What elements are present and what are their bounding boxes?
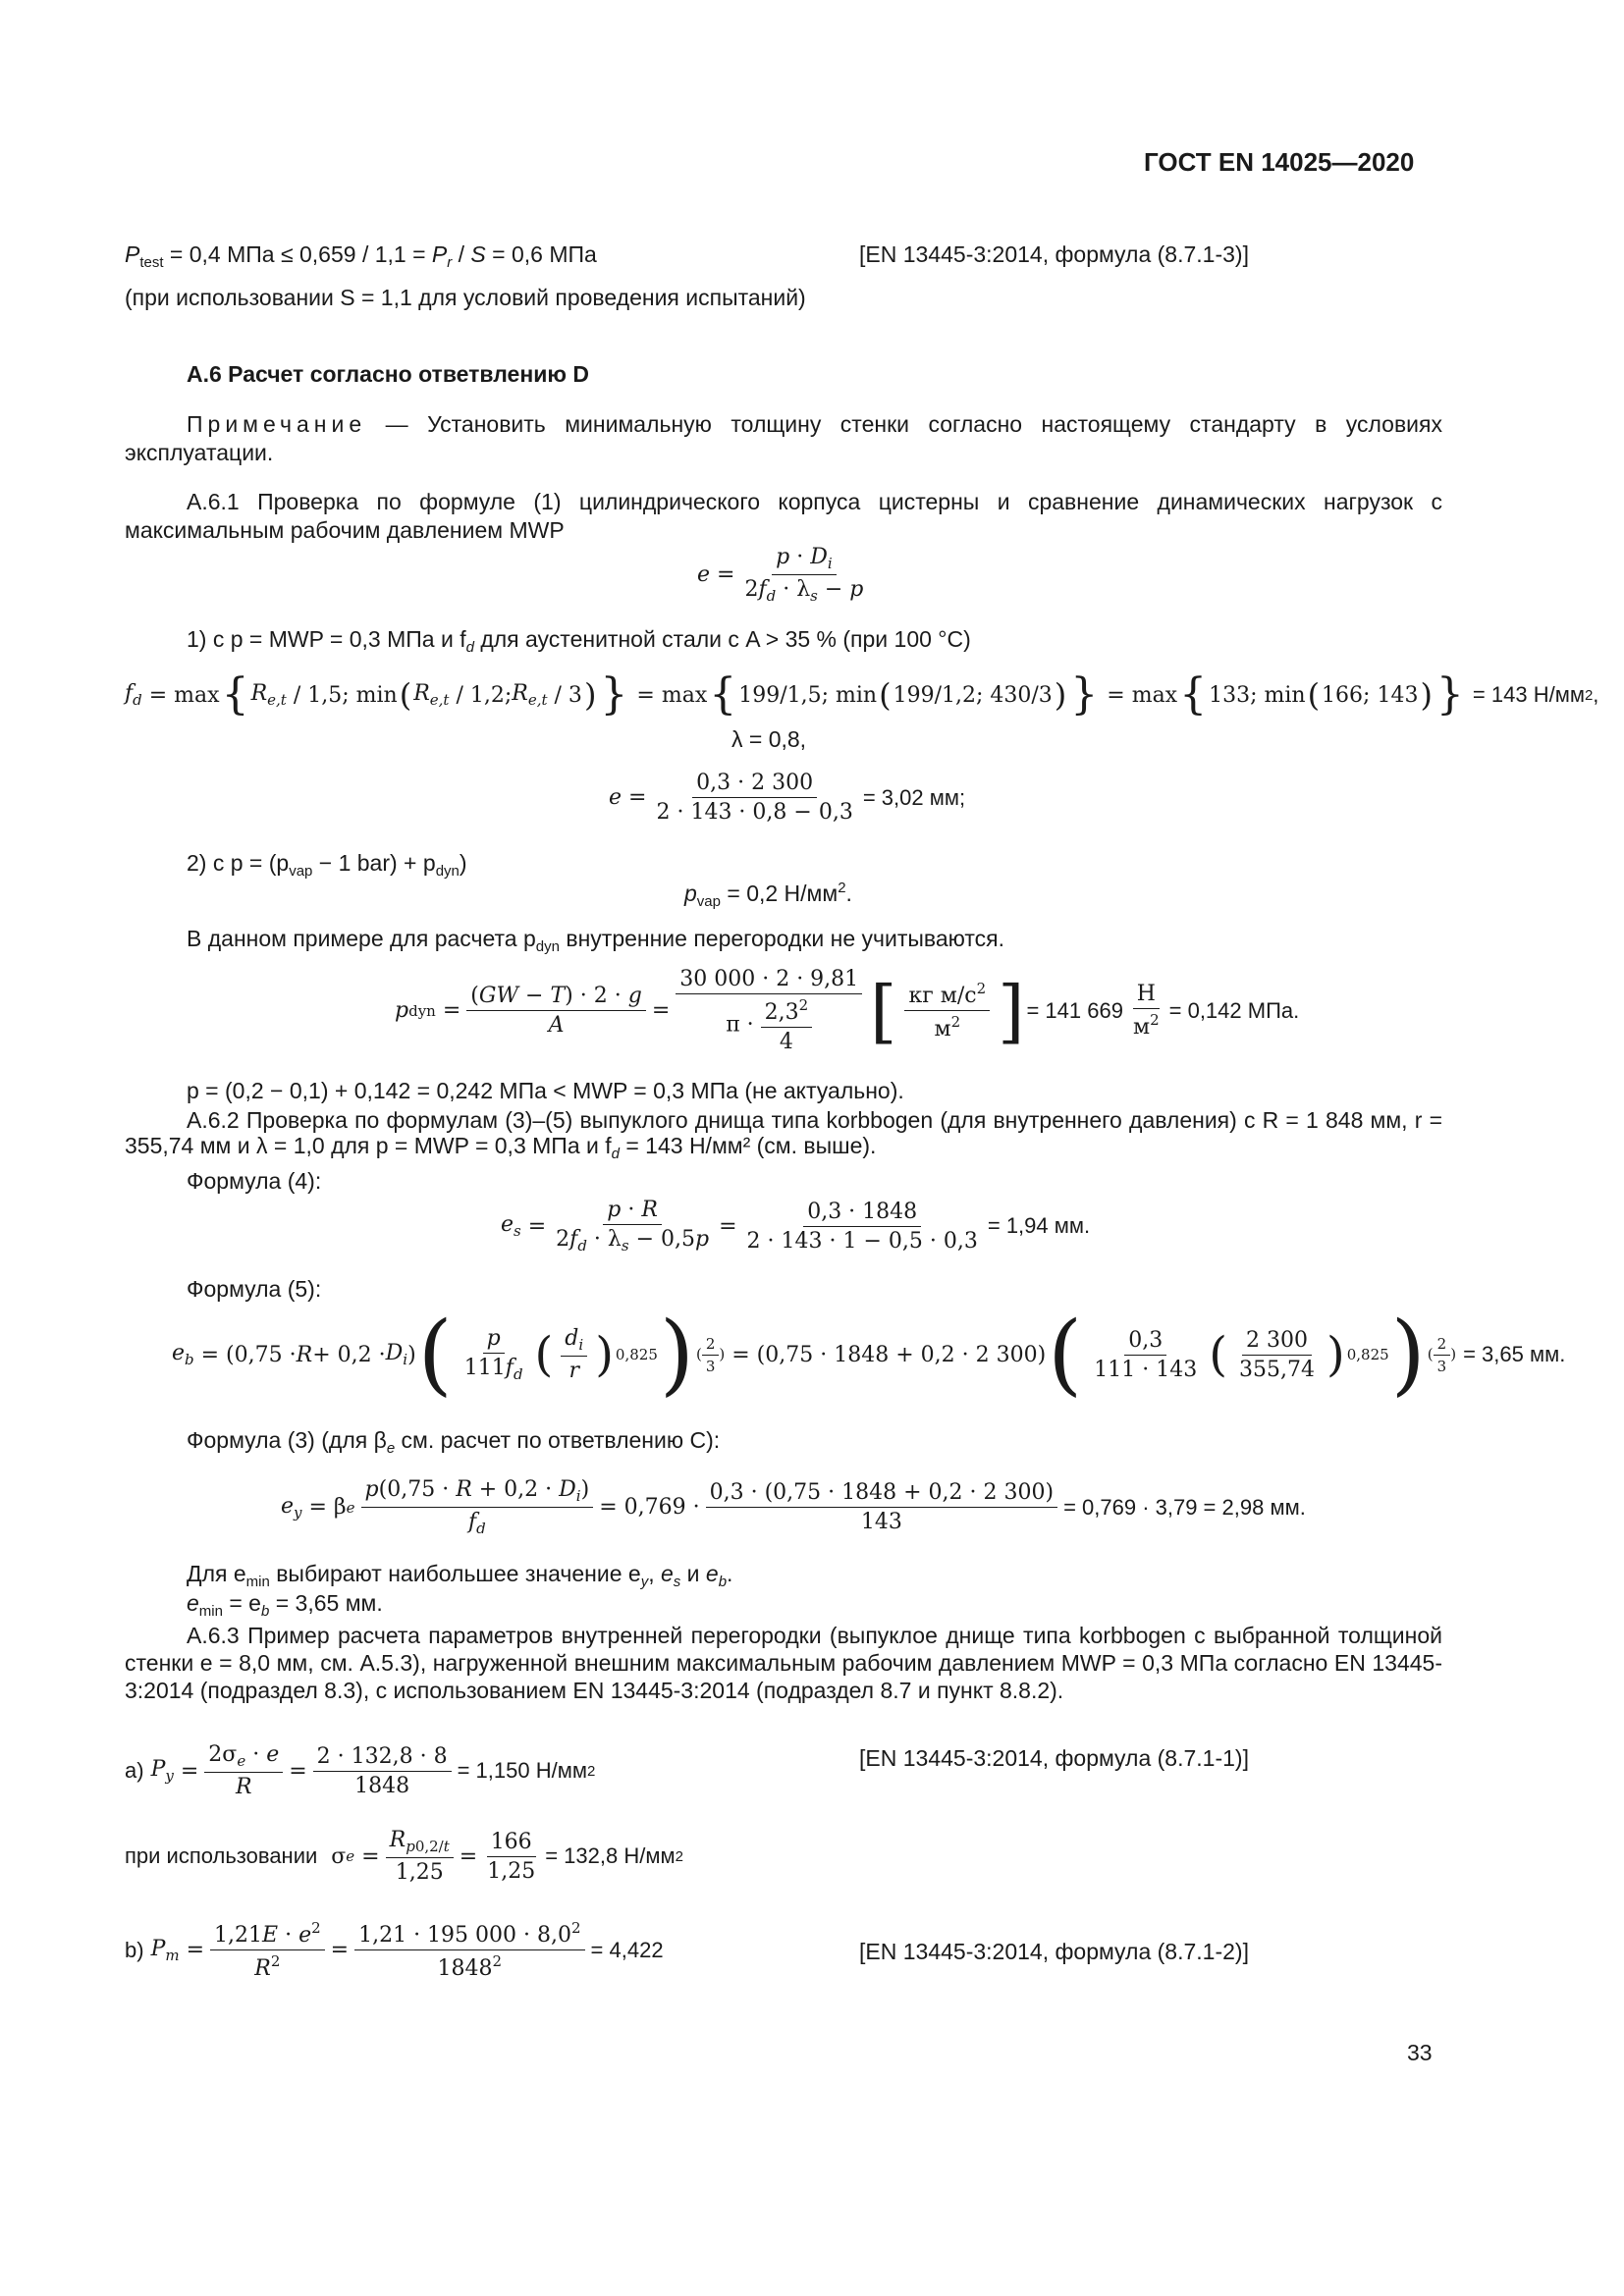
emin-selection: Для $e_{min}$ выбирают наибольшее значение $e_y$, $e_s$ и $e_b$.	[187, 1561, 733, 1590]
formula-e-general: e = $\frac{p \cdot D_i}{2f_d \cdot \lambda_s - p}$	[697, 545, 864, 605]
formula-pdyn: p dyn = $\frac{(GW - T) \cdot 2 \cdot g}{A}$ = 30 000 · 2 · 9,81 π · $\frac{2,3^2}{4}$ [ $\frac{кг м/с^2}{м^2}$ ] = 141 669 $\frac{Н}{м^2}$ = 0,142 МПа.	[395, 967, 1300, 1054]
formula-3-label: Формула (3) (для $\beta_e$ см. расчет по ответвлению С):	[187, 1427, 721, 1457]
formula-sigma: при использовании σ e = $\frac{R_{p0,2/t}}{1,25}$ = $\frac{166}{1,25}$ = 132,8 Н/мм 2	[125, 1828, 683, 1885]
note-label: Примечание	[187, 411, 367, 437]
document-header: ГОСТ EN 14025—2020	[1144, 147, 1415, 177]
ptest-line: $P_{test} = 0,4$ МПа ≤ $0,659 / 1,1 = P_r / S = 0,6$ МПа	[125, 241, 597, 271]
formula-fd: $f_d$ = max { $R_{e,t}$ / 1,5; min ( $R_{e,t}$ / 1,2; $R_{e,t}$ / 3 ) } = max { 199/1,5; min ( 199/1,2; 430/3 ) } = max { 133; min ( 166; 143 ) } = 143 Н/мм 2 ,	[125, 669, 1599, 720]
pvap-value: $p_{vap} = 0,2$ $Н/мм^2$.	[684, 880, 852, 910]
emin-value: $e_{min} = e_b = 3,65$ мм.	[187, 1590, 383, 1620]
item-1: 1) с p = MWP = 0,3 МПа и $f_d$ для аустенитной стали с A > 35 % (при 100 °С)	[187, 626, 971, 656]
formula-es: $e_s$ = $\frac{p \cdot R}{2f_d \cdot \lambda_s - 0,5p}$ = $\frac{0,3 \cdot 1848}{2 \cdot 143 \cdot 1 - 0,5 \cdot 0,3}$ = 1,94 мм.	[501, 1198, 1091, 1255]
formula-pm: b) $P_m$ = $\frac{1,21E \cdot e^2}{R^2}$ = $\frac{1,21 \cdot 195 000 \cdot 8,0^2}{1848^2}$ = 4,422	[125, 1919, 664, 1981]
ptest-reference: [EN 13445-3:2014, формула (8.7.1-3)]	[859, 241, 1249, 267]
lambda-value: λ = 0,8,	[731, 726, 807, 752]
formula-py: a) $P_y$ = $\frac{2\sigma_e \cdot e}{R}$ = $\frac{2 \cdot 132,8 \cdot 8}{1848}$ = 1,150 Н/мм 2	[125, 1742, 596, 1799]
formula-5-label: Формула (5):	[187, 1276, 322, 1302]
pm-reference: [EN 13445-3:2014, формула (8.7.1-2)]	[859, 1939, 1249, 1964]
section-note: Примечание — Установить минимальную толщину стенки согласно настоящему стандарту в условиях эксплуатации.	[125, 411, 1442, 465]
formula-eb: $e_b$ = (0,75 · R + 0,2 · $D_i$ ) ( $\frac{p}{111f_d}$ ( $\frac{d_i}{r}$ ) 0,825 ) ( $\frac{2}{3}$ ) = (0,75 · 1848 + 0,2 · 2 300) ( $\frac{0,3}{111 \cdot 143}$ ( $\frac{2 300}{355,74}$ ) 0,825 ) ( $\frac{2}{3}$ ) = 3,65 мм.	[172, 1303, 1566, 1406]
p-result-line: p = (0,2 − 0,1) + 0,142 = 0,242 МПа < MWP = 0,3 МПа (не актуально).	[187, 1078, 904, 1103]
formula-ey: $e_y$ = β e $\frac{p(0,75 \cdot R + 0,2 \cdot D_i)}{f_d}$ = 0,769 · $\frac{0,3 \cdot (0,75 \cdot 1848 + 0,2 \cdot 2 300)}{143}$ = 0,769 · 3,79 = 2,98 мм.	[281, 1477, 1306, 1537]
test-condition-note: (при использовании S = 1,1 для условий проведения испытаний)	[125, 285, 806, 310]
page-number: 33	[1407, 2040, 1433, 2065]
py-reference: [EN 13445-3:2014, формула (8.7.1-1)]	[859, 1745, 1249, 1771]
paragraph-a62: А.6.2 Проверка по формулам (3)–(5) выпуклого днища типа korbbogen (для внутреннего давления) с R = 1 848 мм, r = 355,74 мм и λ = 1,0 для p = MWP = 0,3 МПа и $f_d = 143$ Н/мм² (см. выше).	[125, 1107, 1442, 1162]
formula-e-result: e = $\frac{0,3 \cdot 2 300}{2 \cdot 143 \cdot 0,8 - 0,3}$ = 3,02 мм;	[609, 771, 966, 825]
item-2: 2) с $p = (p_{vap} - 1$ $bar) + p_{dyn}$)	[187, 850, 467, 880]
section-title: А.6 Расчет согласно ответвлению D	[187, 361, 590, 387]
formula-4-label: Формула (4):	[187, 1168, 322, 1194]
paragraph-a61: А.6.1 Проверка по формуле (1) цилиндрического корпуса цистерны и сравнение динамических нагрузок с максимальным рабочим давлением MWP	[125, 489, 1442, 543]
paragraph-a63: А.6.3 Пример расчета параметров внутренней перегородки (выпуклое днище типа korbbogen с выбранной толщиной стенки e = 8,0 мм, см. А.5.3), нагруженной внешним максимальным рабочим давлением MWP = 0,3 МПа согласно EN 13445-3:2014 (подраздел 8.3), с использованием EN 13445-3:2014 (подраздел 8.7 и пункт 8.8.2).	[125, 1623, 1442, 1703]
dyn-note: В данном примере для расчета $p_{dyn}$ внутренние перегородки не учитываются.	[187, 926, 1005, 955]
